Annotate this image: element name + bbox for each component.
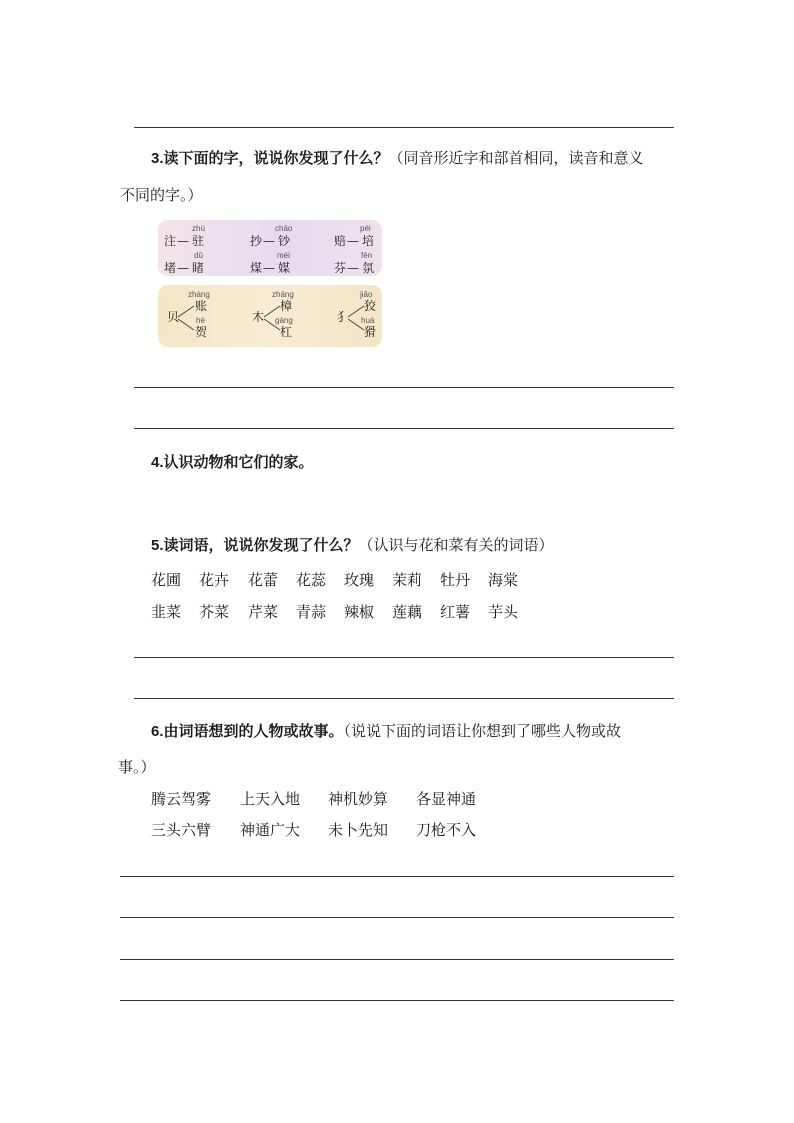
word-row-vegetables [151, 602, 551, 622]
word-row-idioms-1 [151, 789, 551, 809]
pinyin: fēn [361, 251, 373, 260]
idiom: 刀枪不入 [416, 821, 477, 839]
idiom: 上天入地 [240, 790, 301, 808]
word: 牡丹 [440, 571, 471, 589]
idiom: 三头六臂 [151, 821, 212, 839]
word: 芋头 [488, 603, 519, 621]
dash: — [263, 234, 275, 248]
char: 狡 [364, 299, 377, 313]
answer-line [134, 698, 674, 699]
word-row-flowers [151, 570, 551, 590]
question-number: 5. [151, 537, 164, 554]
char: 杠 [280, 325, 293, 339]
question-hint: （认识与花和菜有关的词语） [358, 536, 554, 554]
char: 媒 [278, 261, 291, 275]
char: 培 [362, 234, 375, 248]
char: 驻 [192, 234, 205, 248]
question-title: 读下面的字，说说你发现了什么？ [163, 149, 389, 167]
pinyin: huá [361, 316, 375, 325]
word: 芹菜 [248, 603, 279, 621]
char: 樟 [280, 299, 293, 313]
char: 赔 [334, 234, 347, 248]
answer-line [120, 959, 674, 960]
question-hint: （说说下面的词语让你想到了哪些人物或故 [343, 722, 622, 740]
radical: 贝 [167, 310, 180, 324]
radical: 木 [252, 310, 265, 324]
idiom: 神机妙算 [328, 790, 389, 808]
question-title: 读词语，说说你发现了什么？ [163, 536, 359, 554]
idiom: 腾云驾雾 [151, 790, 212, 808]
dash: — [347, 261, 359, 275]
word: 红薯 [440, 603, 471, 621]
question-number: 4. [151, 454, 164, 471]
answer-line [134, 127, 674, 128]
pinyin: méi [277, 251, 290, 260]
pinyin: zhù [192, 224, 205, 233]
char: 氛 [362, 261, 375, 275]
dash: — [177, 234, 189, 248]
idiom: 各显神通 [416, 790, 477, 808]
question-3 [151, 148, 644, 169]
word: 海棠 [488, 571, 519, 589]
answer-line [134, 428, 674, 429]
branch-lines [176, 304, 196, 334]
char: 账 [195, 299, 208, 313]
pinyin: zhāng [272, 290, 294, 299]
char: 注 [164, 234, 177, 248]
word: 玫瑰 [344, 571, 375, 589]
word: 莲藕 [392, 603, 423, 621]
pinyin: gàng [275, 316, 293, 325]
answer-line [120, 876, 674, 877]
question-title: 认识动物和它们的家。 [163, 453, 314, 471]
dash: — [263, 261, 275, 275]
answer-line [120, 1000, 674, 1001]
radical: 犭 [337, 310, 350, 324]
pinyin: hè [196, 316, 205, 325]
word-row-idioms-2 [151, 820, 551, 840]
word: 花卉 [199, 571, 230, 589]
question-hint-continued: 不同的字。） [120, 186, 203, 204]
word: 花蕾 [248, 571, 279, 589]
answer-line [134, 657, 674, 658]
word: 辣椒 [344, 603, 375, 621]
question-number: 3. [151, 150, 164, 167]
question-hint: （同音形近字和部首相同，读音和意义 [388, 149, 644, 167]
char: 堵 [164, 261, 177, 275]
word: 芥菜 [199, 603, 230, 621]
question-hint-continued: 事。） [118, 758, 156, 776]
word: 青蒜 [296, 603, 327, 621]
char: 钞 [278, 234, 291, 248]
question-number: 6. [151, 723, 164, 740]
word: 花圃 [151, 571, 182, 589]
dash: — [347, 234, 359, 248]
char: 芬 [334, 261, 347, 275]
answer-line [134, 387, 674, 388]
pinyin: zhàng [188, 290, 210, 299]
char: 猾 [364, 325, 377, 339]
question-6 [151, 721, 621, 742]
char: 睹 [192, 261, 205, 275]
dash: — [177, 261, 189, 275]
idiom: 神通广大 [240, 821, 301, 839]
char: 煤 [250, 261, 263, 275]
answer-line [120, 917, 674, 918]
pinyin: jiǎo [360, 290, 373, 299]
pinyin: dǔ [194, 251, 203, 260]
pinyin: chāo [275, 224, 293, 233]
char: 贺 [195, 325, 208, 339]
question-5 [151, 535, 554, 556]
idiom: 未卜先知 [328, 821, 389, 839]
word: 茉莉 [392, 571, 423, 589]
word: 韭菜 [151, 603, 182, 621]
question-title: 由词语想到的人物或故事。 [163, 722, 344, 740]
pinyin: péi [360, 224, 371, 233]
word: 花蕊 [296, 571, 327, 589]
question-4 [151, 452, 314, 473]
char: 抄 [250, 234, 263, 248]
